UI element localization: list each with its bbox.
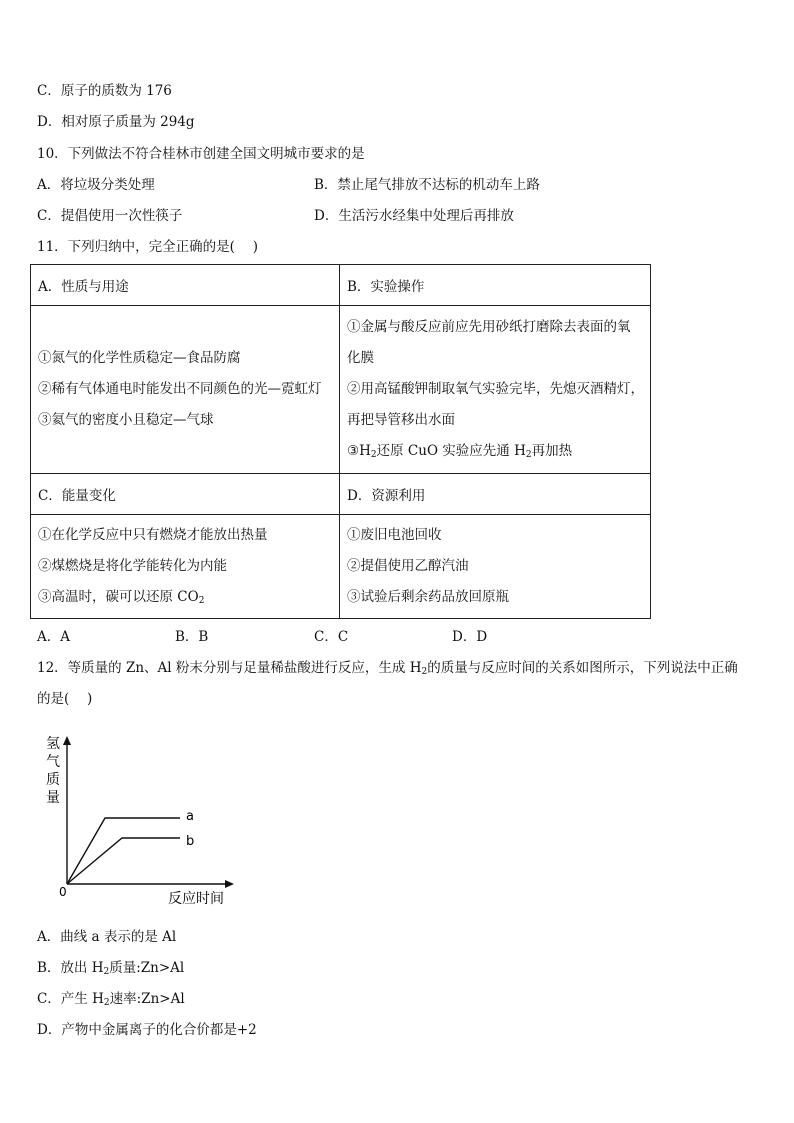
q12-option-b: B．放出 $H_2$质量:Zn>Al [37, 960, 185, 977]
q11-cell-b-body [340, 306, 651, 474]
graph-y-axis-arrow [63, 736, 71, 745]
graph-curve-a [67, 818, 180, 884]
graph-ylabel-char-3: 质 [46, 772, 60, 788]
q11-a-item-1: ①氮气的化学性质稳定—食品防腐 [38, 350, 241, 366]
q11-option-d: D．D [452, 629, 488, 645]
q11-c-item-2: ②煤燃烧是将化学能转化为内能 [38, 558, 227, 574]
q12-option-a: A．曲线 a 表示的是 Al [37, 929, 177, 945]
q11-d-item-3: ③试验后剩余药品放回原瓶 [347, 589, 509, 605]
q10-option-b: B．禁止尾气排放不达标的机动车上路 [314, 177, 540, 193]
q10-stem: 10．下列做法不符合桂林市创建全国文明城市要求的是 [37, 146, 365, 162]
q11-b-item-3: $③H_2$还原 CuO 实验应先通 $H_2$再加热 [347, 443, 573, 460]
q12-option-c: C．产生 $H_2$速率:Zn>Al [37, 991, 185, 1008]
q9-option-c: C．原子的质数为 176 [37, 83, 172, 99]
q12-graph [40, 728, 240, 908]
graph-curve-b [67, 838, 180, 884]
q11-option-a: A．A [37, 629, 70, 645]
q12-option-d: D．产物中金属离子的化合价都是+2 [37, 1022, 257, 1038]
q11-b-item-2-line-2: 再把导管移出水面 [347, 412, 455, 428]
graph-curve-a-label: a [186, 809, 194, 824]
q11-cell-c-header: C．能量变化 [31, 474, 340, 515]
q10-option-a: A．将垃圾分类处理 [37, 177, 155, 193]
q11-cell-a-header: A．性质与用途 [31, 265, 340, 306]
graph-xlabel: 反应时间 [168, 891, 224, 907]
q11-c-item-1: ①在化学反应中只有燃烧才能放出热量 [38, 527, 268, 543]
q11-stem: 11．下列归纳中，完全正确的是( ) [37, 239, 259, 255]
q12-stem-line-1: 12．等质量的 Zn、Al 粉末分别与足量稀盐酸进行反应，生成 $H_2$的质量与反应时间的关系如图所示，下列说法中正确 [37, 660, 738, 677]
q11-cell-a-body [31, 306, 340, 474]
graph-curve-b-label: b [186, 834, 195, 849]
q11-d-item-2: ②提倡使用乙醇汽油 [347, 558, 469, 574]
q10-option-d: D．生活污水经集中处理后再排放 [314, 208, 514, 224]
graph-ylabel-char-2: 气 [46, 754, 60, 770]
q11-cell-d-header: D．资源利用 [340, 474, 651, 515]
graph-origin-label: 0 [59, 885, 67, 899]
q11-cell-c-body [31, 515, 340, 619]
q11-cell-d-body [340, 515, 651, 619]
q11-c-item-3: ③高温时，碳可以还原 $CO_2$ [38, 589, 205, 606]
q11-d-item-1: ①废旧电池回收 [347, 527, 442, 543]
q9-option-d: D．相对原子质量为 294g [37, 114, 195, 130]
q11-options [37, 625, 637, 645]
q11-cell-b-header: B．实验操作 [340, 265, 651, 306]
graph-ylabel-char-4: 量 [46, 790, 60, 806]
q11-b-item-1-line-2: 化膜 [347, 350, 374, 366]
graph-ylabel-char-1: 氢 [46, 736, 60, 752]
q11-table [30, 264, 651, 619]
q11-option-c: C．C [314, 629, 349, 645]
q11-a-item-3: ③氦气的密度小且稳定—气球 [38, 412, 214, 428]
graph-x-axis-arrow [225, 880, 234, 888]
q11-b-item-1-line-1: ①金属与酸反应前应先用砂纸打磨除去表面的氧 [347, 319, 631, 335]
q10-option-c: C．提倡使用一次性筷子 [37, 208, 183, 224]
q11-a-item-2: ②稀有气体通电时能发出不同颜色的光—霓虹灯 [38, 381, 322, 397]
q11-b-item-2-line-1: ②用高锰酸钾制取氧气实验完毕，先熄灭酒精灯， [347, 381, 644, 397]
q11-option-b: B．B [175, 629, 209, 645]
q12-stem-line-2: 的是( ) [37, 691, 93, 707]
